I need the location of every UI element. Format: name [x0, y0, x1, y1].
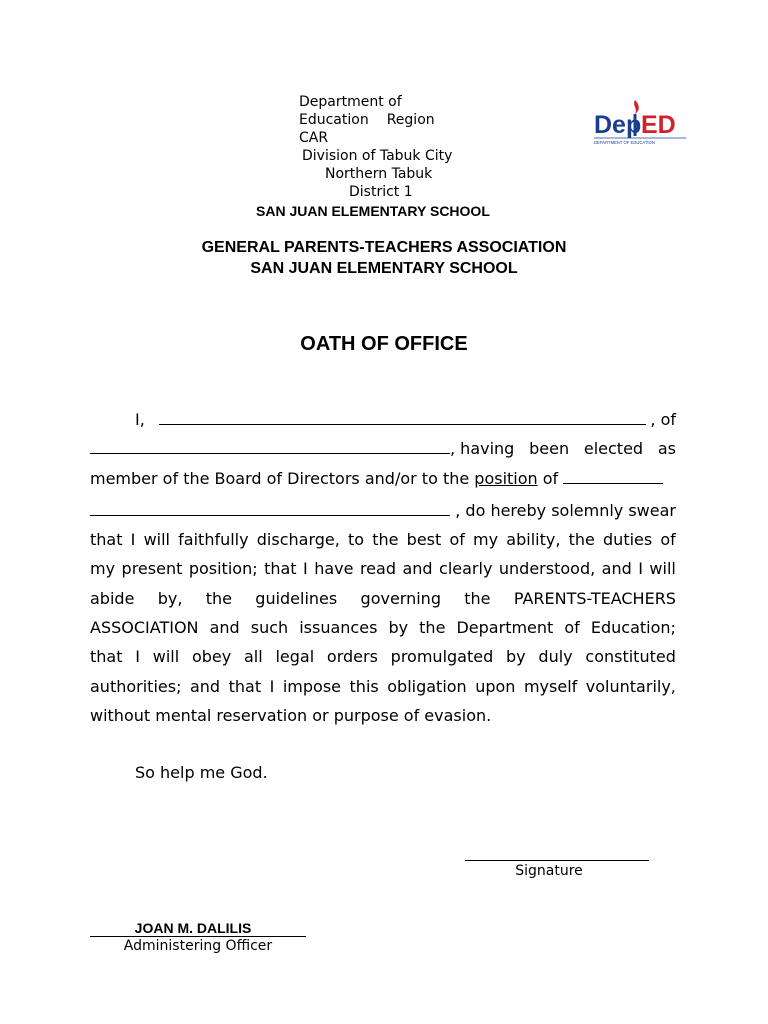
word: by [388, 618, 409, 637]
oath-line-1 [135, 410, 676, 429]
officer-name: JOAN M. DALILIS [90, 920, 306, 937]
oath-line-4-text: , do hereby solemnly swear [455, 501, 676, 520]
oath-of-text: , of [650, 410, 676, 429]
word: will [649, 559, 676, 578]
oath-line-10 [90, 677, 676, 696]
oath-line-8 [90, 618, 676, 637]
word: have [314, 559, 354, 578]
name-blank[interactable] [159, 410, 647, 425]
word: PARENTS-TEACHERS [513, 589, 676, 608]
header-line-division: Division of Tabuk City [302, 148, 453, 164]
word: my [473, 530, 499, 549]
signature-label: Signature [515, 863, 583, 879]
logo-text-dep: Dep [594, 111, 642, 139]
word: I [638, 559, 643, 578]
document-title: OATH OF OFFICE [300, 333, 468, 355]
header-line-department: Department of [299, 94, 402, 110]
word: authorities; [90, 677, 182, 696]
word: of [449, 530, 465, 549]
word: will [143, 530, 170, 549]
position-blank[interactable] [563, 469, 663, 484]
word: as [657, 439, 676, 458]
closing-line: So help me God. [135, 763, 268, 782]
position-blank-2[interactable] [90, 501, 450, 516]
word: and [601, 559, 632, 578]
position-word: position [474, 469, 538, 488]
word: I [130, 530, 136, 549]
word: issuances [299, 618, 378, 637]
word: that [228, 677, 262, 696]
word: constituted [585, 647, 676, 666]
word: impose [282, 677, 342, 696]
officer-title: Administering Officer [123, 938, 273, 954]
header-line-car: CAR [299, 130, 329, 146]
association-school: SAN JUAN ELEMENTARY SCHOOL [250, 260, 518, 277]
association-title: GENERAL PARENTS-TEACHERS ASSOCIATION [201, 239, 567, 256]
word: clearly [439, 559, 493, 578]
word: discharge, [256, 530, 340, 549]
word: upon [475, 677, 516, 696]
word: ASSOCIATION [90, 618, 199, 637]
word: orders [326, 647, 378, 666]
oath-line-3 [90, 469, 676, 488]
oath-line-4 [90, 501, 676, 520]
origin-blank[interactable] [90, 439, 450, 454]
logo-text-ed: ED [641, 111, 676, 139]
header-line-education [299, 111, 435, 129]
word: obey [191, 647, 232, 666]
oath-line-2 [90, 439, 676, 458]
signature-line[interactable] [465, 860, 649, 861]
word: legal [275, 647, 315, 666]
header-education: Education [299, 112, 369, 128]
word: that [90, 530, 123, 549]
word: duties [603, 530, 653, 549]
oath-line-7 [90, 589, 676, 608]
word: the [464, 589, 491, 608]
header-school-name: SAN JUAN ELEMENTARY SCHOOL [256, 203, 490, 219]
oath-line-3-text: member of the Board of Directors and/or to the [90, 469, 475, 488]
oath-of [650, 410, 676, 429]
word: Education; [590, 618, 676, 637]
word: understood, [498, 559, 596, 578]
word: I [303, 559, 308, 578]
word: obligation [387, 677, 467, 696]
word: position; [188, 559, 258, 578]
word: will [152, 647, 180, 666]
oath-line-9 [90, 647, 676, 666]
word: the [568, 530, 595, 549]
header-region: Region [386, 112, 435, 128]
word: and [189, 677, 221, 696]
word: guidelines [255, 589, 338, 608]
word: ability, [506, 530, 561, 549]
word: to [348, 530, 365, 549]
word: I [135, 647, 140, 666]
word: my [90, 559, 116, 578]
oath-line-3-of: of [537, 469, 564, 488]
word: duly [538, 647, 573, 666]
word: all [243, 647, 263, 666]
word: the [419, 618, 446, 637]
word: , having [450, 439, 515, 458]
word: been [529, 439, 570, 458]
oath-line-5 [90, 530, 676, 549]
oath-line-6 [90, 559, 676, 578]
word: of [564, 618, 580, 637]
deped-logo-graphic [592, 96, 688, 152]
word: faithfully [178, 530, 249, 549]
word: read [359, 559, 396, 578]
header-line-district: District 1 [349, 184, 413, 200]
word: I [269, 677, 275, 696]
oath-i: I, [135, 410, 145, 429]
word: such [250, 618, 289, 637]
word: and [209, 618, 240, 637]
word: that [90, 647, 123, 666]
word: myself [523, 677, 578, 696]
word: the [372, 530, 399, 549]
word: Department [456, 618, 554, 637]
deped-logo [592, 96, 688, 152]
word: governing [360, 589, 441, 608]
word: promulgated [390, 647, 494, 666]
word: best [406, 530, 442, 549]
oath-line-2-words [450, 439, 676, 458]
word: this [349, 677, 379, 696]
word: elected [583, 439, 644, 458]
word: that [264, 559, 297, 578]
word: the [205, 589, 232, 608]
word: and [402, 559, 433, 578]
word: voluntarily, [585, 677, 676, 696]
word: by [506, 647, 526, 666]
header-line-northern-tabuk: Northern Tabuk [325, 166, 433, 182]
word: of [660, 530, 676, 549]
logo-tagline: DEPARTMENT OF EDUCATION [594, 140, 655, 145]
oath-line-11: without mental reservation or purpose of evasion. [90, 706, 492, 725]
word: by, [157, 589, 183, 608]
word: present [121, 559, 183, 578]
word: abide [90, 589, 135, 608]
